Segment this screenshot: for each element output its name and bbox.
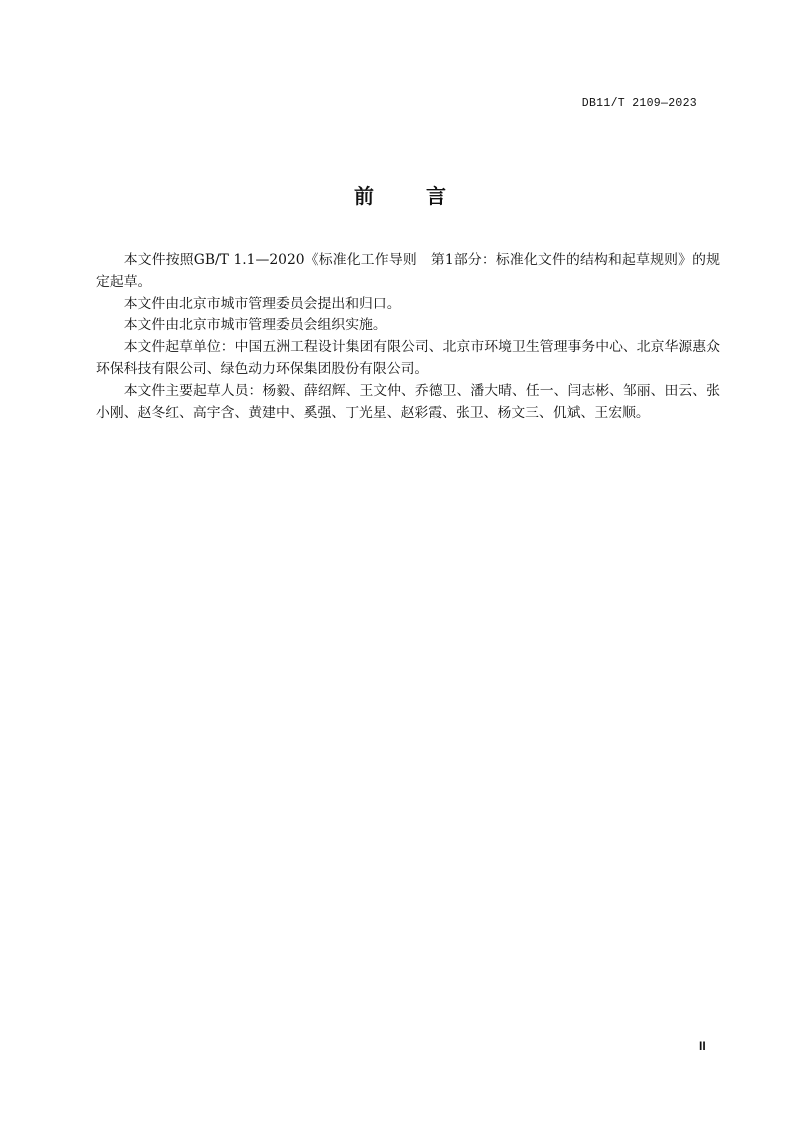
page-number: II bbox=[699, 1039, 706, 1053]
foreword-body bbox=[96, 250, 720, 424]
paragraph-proposer: 本文件由北京市城市管理委员会提出和归口。 bbox=[123, 295, 401, 312]
paragraph-drafting-units: 本文件起草单位：中国五洲工程设计集团有限公司、北京市环境卫生管理事务中心、北京华源惠众环保科技有限公司、绿色动力环保集团股份有限公司。 bbox=[96, 339, 720, 377]
paragraph-implementer: 本文件由北京市城市管理委员会组织实施。 bbox=[123, 317, 387, 334]
paragraph-drafting-rules: 本文件按照GB/T 1.1—2020《标准化工作导则 第1部分：标准化文件的结构和起草规则》的规定起草。 bbox=[96, 252, 720, 290]
page-title bbox=[0, 180, 800, 209]
paragraph-drafters: 本文件主要起草人员：杨毅、薛绍辉、王文仲、乔德卫、潘大晴、任一、闫志彬、邹丽、田云、张小刚、赵冬红、高宇含、黄建中、奚强、丁光星、赵彩霞、张卫、杨文三、仉斌、王宏顺。 bbox=[96, 382, 720, 421]
title-char-2: 言 bbox=[426, 184, 446, 208]
standard-code: DB11/T 2109—2023 bbox=[581, 97, 697, 110]
title-char-1: 前 bbox=[354, 184, 374, 208]
